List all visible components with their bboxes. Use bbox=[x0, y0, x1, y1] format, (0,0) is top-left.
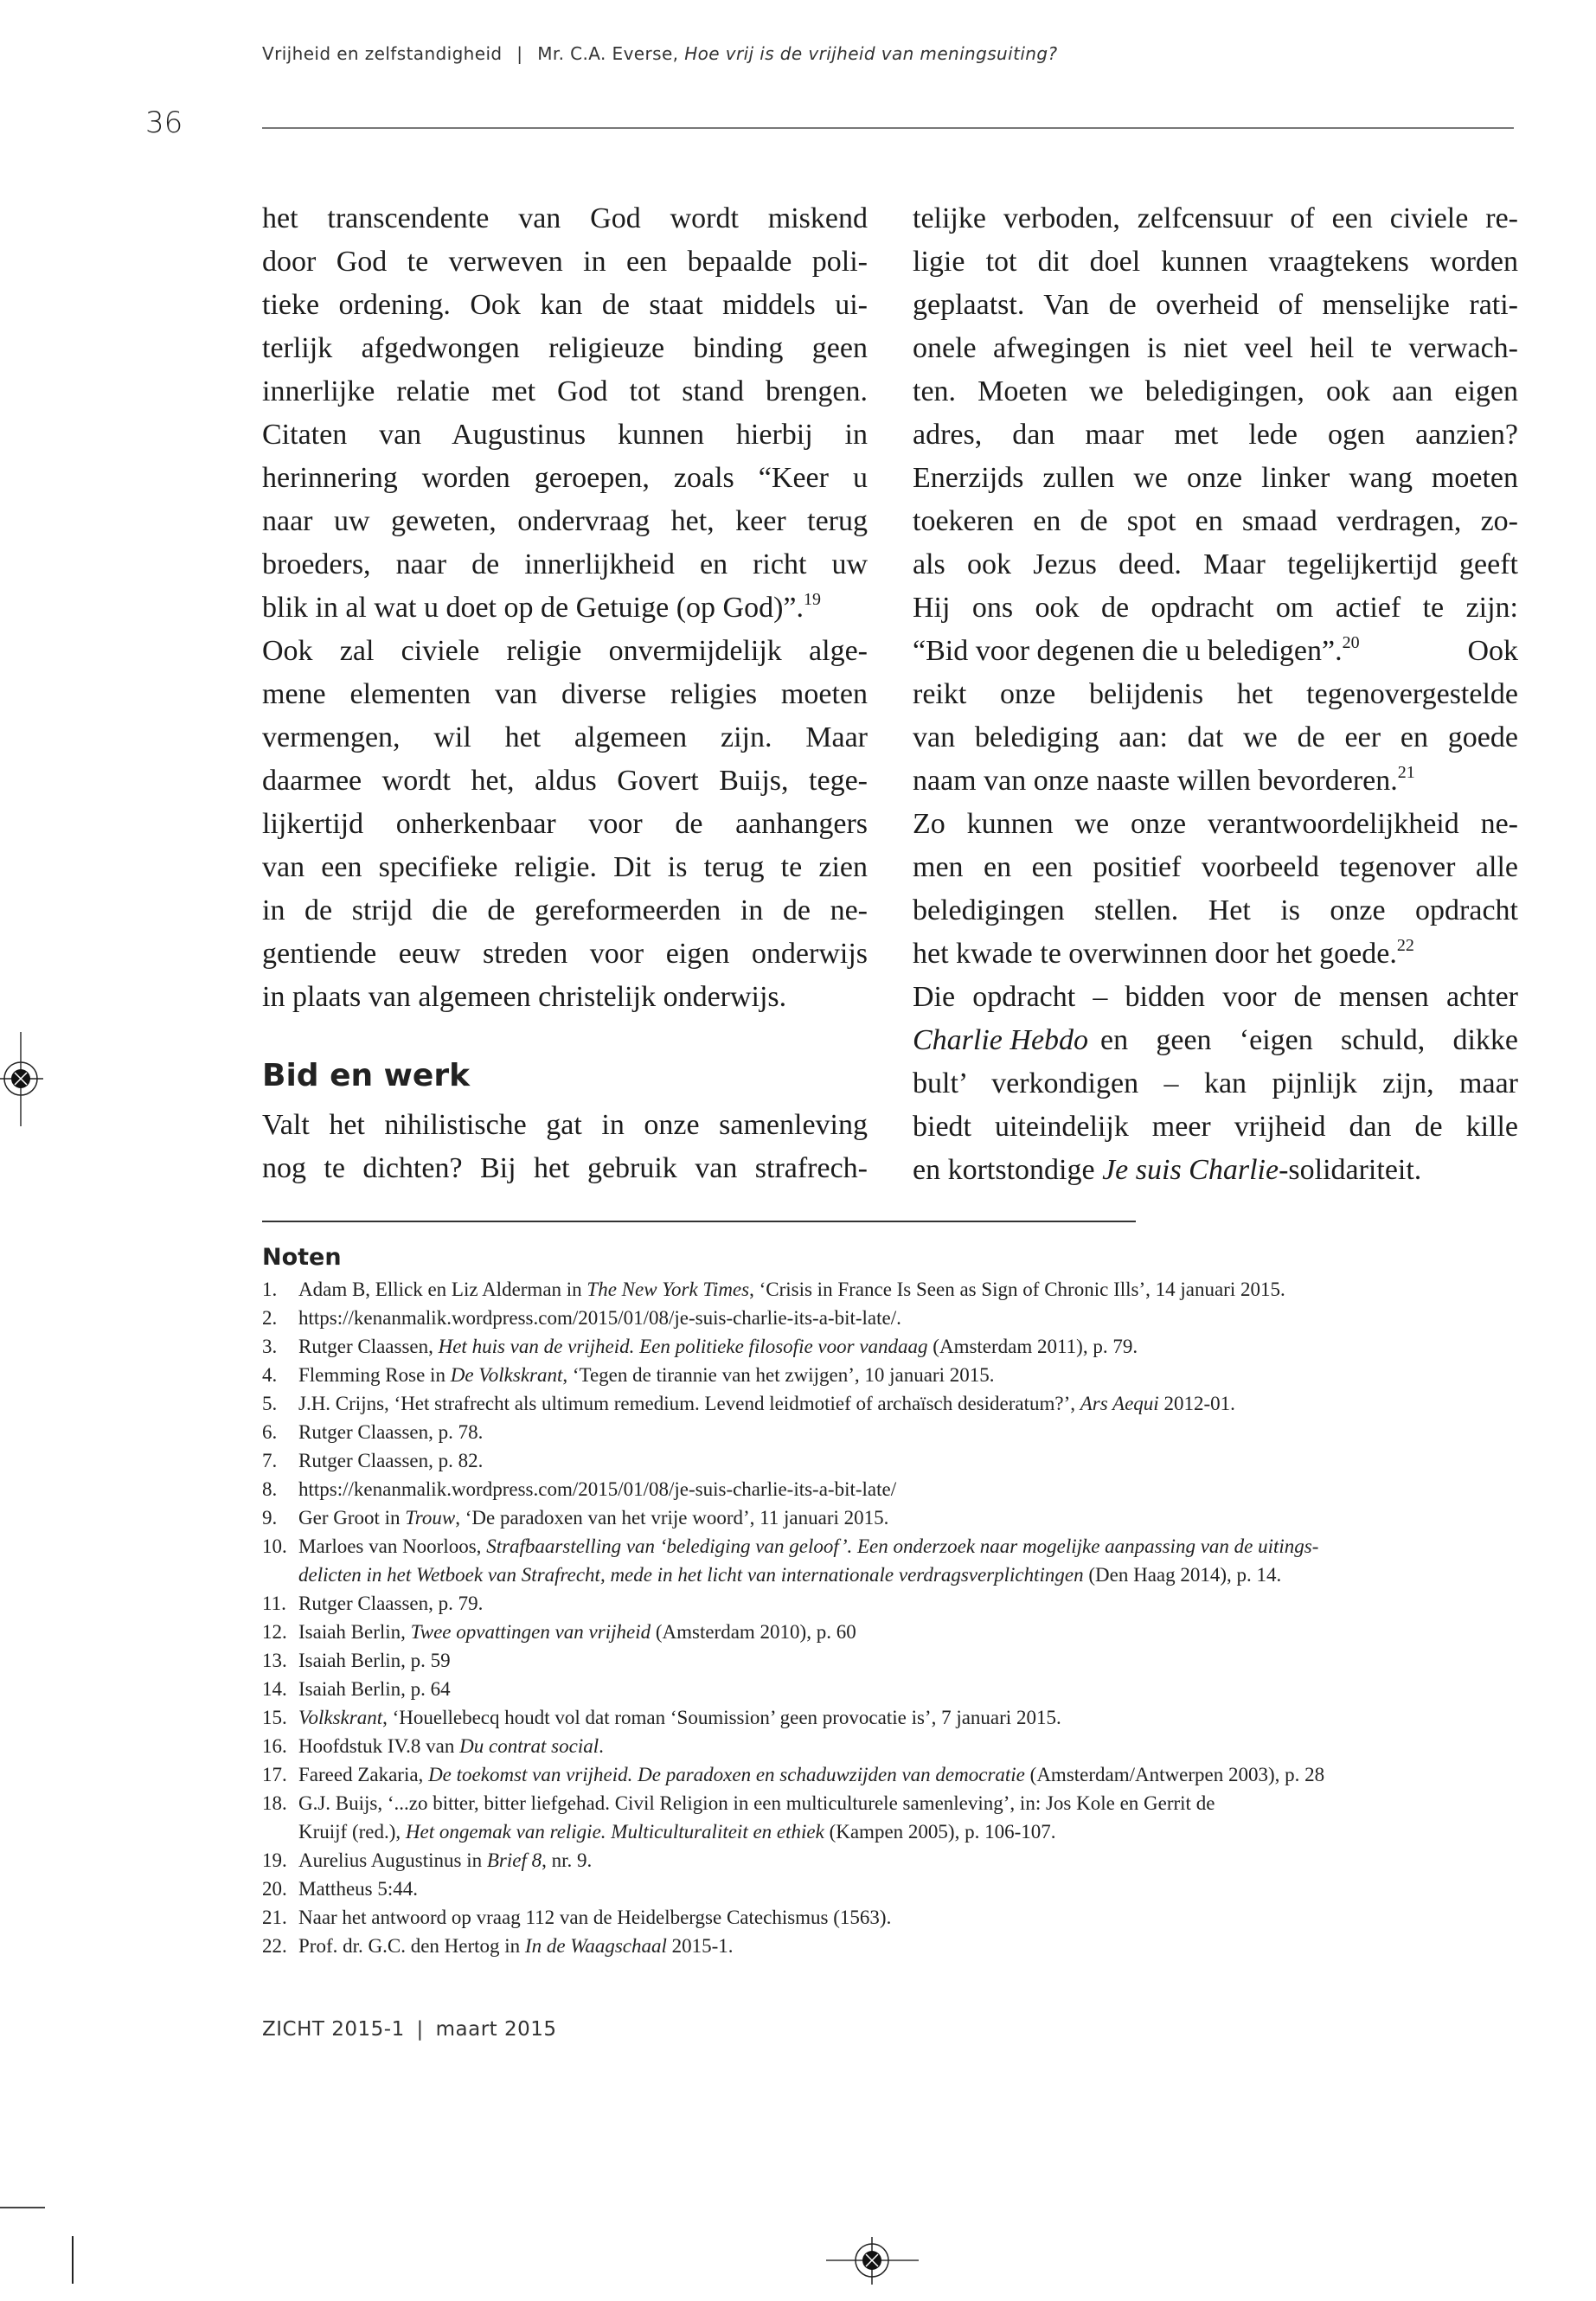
running-head bbox=[262, 43, 1057, 64]
footnote-number: 21. bbox=[262, 1907, 287, 1928]
body-line: Citaten van Augustinus kunnen hierbij in bbox=[262, 419, 868, 451]
footnote-number: 16. bbox=[262, 1735, 287, 1757]
body-line: het transcendente van God wordt miskend bbox=[262, 202, 868, 234]
footnote-text: Aurelius Augustinus in Brief 8, nr. 9. bbox=[298, 1849, 593, 1871]
footnote-text: https://kenanmalik.wordpress.com/2015/01/08/je-suis-charlie-its-a-bit-late/ bbox=[298, 1478, 897, 1500]
footnote-text: Fareed Zakaria, De toekomst van vrijheid. De paradoxen en schaduwzijden van democratie (Amsterdam/Antwerpen 2003), p. 28 bbox=[298, 1764, 1325, 1785]
footnote-continuation bbox=[262, 1561, 1525, 1589]
body-line: bult’ verkondigen – kan pijnlijk zijn, maar bbox=[913, 1067, 1518, 1099]
footnote-text: Kruijf (red.), Het ongemak van religie. Multiculturaliteit en ethiek (Kampen 2005), p. 106-107. bbox=[298, 1821, 1056, 1843]
footnote-item bbox=[262, 1446, 1525, 1475]
body-line: ligie tot dit doel kunnen vraagtekens worden bbox=[913, 246, 1518, 278]
body-line: mene elementen van diverse religies moeten bbox=[262, 678, 868, 710]
footnote-item bbox=[262, 1675, 1525, 1703]
footnote-item bbox=[262, 1304, 1525, 1332]
running-head-separator: | bbox=[516, 43, 523, 64]
body-line: naar uw geweten, ondervraag het, keer terug bbox=[262, 505, 868, 537]
footnote-text: https://kenanmalik.wordpress.com/2015/01/08/je-suis-charlie-its-a-bit-late/. bbox=[298, 1307, 901, 1329]
footnote-number: 5. bbox=[262, 1393, 278, 1414]
footnote-number: 11. bbox=[262, 1593, 286, 1614]
footnote-text: Volkskrant, ‘Houellebecq houdt vol dat roman ‘Soumission’ geen provocatie is’, 7 januari 2015. bbox=[298, 1707, 1061, 1728]
body-line: Valt het nihilistische gat in onze samenleving bbox=[262, 1109, 868, 1141]
running-head-section: Vrijheid en zelfstandigheid bbox=[262, 43, 503, 64]
italic-title: Je suis Charlie bbox=[1102, 1154, 1279, 1186]
footnote-text: Naar het antwoord op vraag 112 van de Heidelbergse Catechismus (1563). bbox=[298, 1907, 892, 1928]
footnote-text: Prof. dr. G.C. den Hertog in In de Waagschaal 2015-1. bbox=[298, 1935, 734, 1957]
footnote-number: 17. bbox=[262, 1764, 287, 1785]
body-line: toekeren en de spot en smaad verdragen, zo- bbox=[913, 505, 1518, 537]
footnote-number: 2. bbox=[262, 1307, 278, 1329]
body-line: van belediging aan: dat we de eer en goede bbox=[913, 721, 1518, 753]
body-line: nog te dichten? Bij het gebruik van strafrech- bbox=[262, 1152, 868, 1184]
footnote-text: delicten in het Wetboek van Strafrecht, mede in het licht van internationale verdragsverplichtingen (Den Haag 2014), p. 14. bbox=[298, 1564, 1282, 1586]
body-line: en kortstondige Je suis Charlie-solidariteit. bbox=[913, 1154, 1422, 1186]
footnote-number: 12. bbox=[262, 1621, 287, 1643]
body-line: in de strijd die de gereformeerden in de ne- bbox=[262, 894, 868, 926]
body-line: in plaats van algemeen christelijk onderwijs. bbox=[262, 981, 787, 1013]
footnote-item bbox=[262, 1732, 1525, 1760]
body-line: Die opdracht – bidden voor de mensen achter bbox=[913, 981, 1518, 1013]
crop-mark bbox=[0, 2207, 45, 2208]
body-line: herinnering worden geroepen, zoals “Keer u bbox=[262, 462, 868, 494]
footnote-ref-19[interactable]: 19 bbox=[804, 590, 822, 609]
body-line: reikt onze belijdenis het tegenovergestelde bbox=[913, 678, 1518, 710]
footnote-item bbox=[262, 1703, 1525, 1732]
registration-mark-icon bbox=[824, 2234, 922, 2288]
body-line: geplaatst. Van de overheid of menselijke rati- bbox=[913, 289, 1518, 321]
body-line: het kwade te overwinnen door het goede.$^{22}$ bbox=[913, 936, 1414, 970]
footnote-text: G.J. Buijs, ‘...zo bitter, bitter liefgehad. Civil Religion in een multiculturele samenleving’, in: Jos Kole en Gerrit de bbox=[298, 1792, 1215, 1814]
footnote-continuation bbox=[262, 1817, 1525, 1846]
footnote-text: J.H. Crijns, ‘Het strafrecht als ultimum remedium. Levend leidmotief of archaïsch desideratum?’, Ars Aequi 2012-01. bbox=[298, 1393, 1235, 1414]
footnote-number: 18. bbox=[262, 1792, 287, 1814]
footnote-number: 14. bbox=[262, 1678, 287, 1700]
footnote-text: Mattheus 5:44. bbox=[298, 1878, 418, 1900]
body-line: daarmee wordt het, aldus Govert Buijs, tege- bbox=[262, 765, 868, 797]
footnote-item bbox=[262, 1846, 1525, 1875]
footnote-number: 3. bbox=[262, 1336, 278, 1357]
body-line: broeders, naar de innerlijkheid en richt uw bbox=[262, 548, 868, 580]
body-line: onele afwegingen is niet veel heil te verwach- bbox=[913, 332, 1518, 364]
page-footer bbox=[262, 2018, 557, 2041]
section-heading: Bid en werk bbox=[262, 1058, 471, 1093]
footnote-item bbox=[262, 1532, 1525, 1561]
footer-separator: | bbox=[416, 2018, 424, 2041]
footnote-item bbox=[262, 1418, 1525, 1446]
registration-mark-icon bbox=[0, 1029, 52, 1129]
footnote-rule bbox=[262, 1221, 1136, 1222]
footnote-number: 15. bbox=[262, 1707, 287, 1728]
footnote-item bbox=[262, 1275, 1525, 1304]
footnote-item bbox=[262, 1932, 1525, 1960]
footnote-number: 20. bbox=[262, 1878, 287, 1900]
footnote-number: 4. bbox=[262, 1364, 278, 1386]
footnote-ref-22[interactable]: 22 bbox=[1396, 936, 1414, 955]
footnote-item bbox=[262, 1589, 1525, 1618]
footnote-number: 8. bbox=[262, 1478, 278, 1500]
footnote-item bbox=[262, 1475, 1525, 1503]
footnote-text: Isaiah Berlin, Twee opvattingen van vrijheid (Amsterdam 2010), p. 60 bbox=[298, 1621, 856, 1643]
body-line: innerlijke relatie met God tot stand brengen. bbox=[262, 375, 868, 407]
footnote-item bbox=[262, 1875, 1525, 1903]
body-line: door God te verweven in een bepaalde poli- bbox=[262, 246, 868, 278]
body-line: tieke ordening. Ook kan de staat middels ui- bbox=[262, 289, 868, 321]
footnote-item bbox=[262, 1361, 1525, 1389]
footnote-text: Marloes van Noorloos, Strafbaarstelling van ‘belediging van geloof’. Een onderzoek naar mogelijke aanpassing van de uitings- bbox=[298, 1535, 1319, 1557]
footnote-item bbox=[262, 1760, 1525, 1789]
body-line: Hij ons ook de opdracht om actief te zijn: bbox=[913, 592, 1518, 624]
footnote-text: Ger Groot in Trouw, ‘De paradoxen van het vrije woord’, 11 januari 2015. bbox=[298, 1507, 889, 1529]
footnote-number: 13. bbox=[262, 1650, 287, 1671]
footnote-text: Isaiah Berlin, p. 64 bbox=[298, 1678, 451, 1700]
body-line: Charlie Hebdo en geen ‘eigen schuld, dikke bbox=[913, 1019, 1518, 1062]
footnote-item bbox=[262, 1903, 1525, 1932]
footer-date: maart 2015 bbox=[435, 2018, 557, 2041]
body-line: Ook zal civiele religie onvermijdelijk alge- bbox=[262, 635, 868, 667]
notes-heading: Noten bbox=[262, 1244, 342, 1271]
footnote-text: Flemming Rose in De Volkskrant, ‘Tegen de tirannie van het zwijgen’, 10 januari 2015. bbox=[298, 1364, 995, 1386]
body-line: telijke verboden, zelfcensuur of een civiele re- bbox=[913, 202, 1518, 234]
crop-mark bbox=[72, 2236, 74, 2284]
body-line: naam van onze naaste willen bevorderen.$^{21}$ bbox=[913, 763, 1415, 797]
footnote-text: Adam B, Ellick en Liz Alderman in The New York Times, ‘Crisis in France Is Seen as Sign of Chronic Ills’, 14 januari 2015. bbox=[298, 1279, 1285, 1300]
body-line: als ook Jezus deed. Maar tegelijkertijd geeft bbox=[913, 548, 1518, 580]
body-line: van een specifieke religie. Dit is terug te zien bbox=[262, 851, 868, 883]
footnote-text: Isaiah Berlin, p. 59 bbox=[298, 1650, 451, 1671]
footnote-ref-20[interactable]: 20 bbox=[1342, 633, 1360, 652]
footnote-text: Rutger Claassen, Het huis van de vrijheid. Een politieke filosofie voor vandaag (Amsterdam 2011), p. 79. bbox=[298, 1336, 1138, 1357]
footnote-number: 19. bbox=[262, 1849, 287, 1871]
footnote-number: 10. bbox=[262, 1535, 287, 1557]
footnote-number: 22. bbox=[262, 1935, 287, 1957]
footnote-text: Rutger Claassen, p. 82. bbox=[298, 1450, 484, 1471]
footnote-item bbox=[262, 1646, 1525, 1675]
footnote-item bbox=[262, 1618, 1525, 1646]
body-line: vermengen, wil het algemeen zijn. Maar bbox=[262, 721, 868, 753]
body-line: beledigingen stellen. Het is onze opdracht bbox=[913, 894, 1518, 926]
footnote-number: 6. bbox=[262, 1421, 278, 1443]
body-line: adres, dan maar met lede ogen aanzien? bbox=[913, 419, 1518, 451]
footnote-number: 7. bbox=[262, 1450, 278, 1471]
page-number: 36 bbox=[145, 106, 183, 140]
footnote-item bbox=[262, 1389, 1525, 1418]
body-line: blik in al wat u doet op de Getuige (op God)”.$^{19}$ bbox=[262, 590, 822, 624]
italic-title: Charlie Hebdo bbox=[913, 1024, 1089, 1056]
footnote-item bbox=[262, 1789, 1525, 1817]
footer-journal: ZICHT 2015-1 bbox=[262, 2018, 405, 2041]
footnote-text: Rutger Claassen, p. 79. bbox=[298, 1593, 484, 1614]
footnote-number: 1. bbox=[262, 1279, 278, 1300]
body-line: biedt uiteindelijk meer vrijheid dan de kille bbox=[913, 1111, 1518, 1143]
footnote-text: Rutger Claassen, p. 78. bbox=[298, 1421, 484, 1443]
footnote-item bbox=[262, 1503, 1525, 1532]
footnote-text: Hoofdstuk IV.8 van Du contrat social. bbox=[298, 1735, 604, 1757]
body-line: terlijk afgedwongen religieuze binding geen bbox=[262, 332, 868, 364]
header-rule bbox=[262, 127, 1514, 129]
running-head-title: Hoe vrij is de vrijheid van meningsuiting? bbox=[684, 43, 1058, 64]
body-line: Enerzijds zullen we onze linker wang moeten bbox=[913, 462, 1518, 494]
body-line: ten. Moeten we beledigingen, ook aan eigen bbox=[913, 375, 1518, 407]
body-line: men en een positief voorbeeld tegenover alle bbox=[913, 851, 1518, 883]
body-line: “Bid voor degenen die u beledigen”.$^{20}$ Ook bbox=[913, 633, 1518, 667]
footnote-number: 9. bbox=[262, 1507, 278, 1529]
footnote-ref-21[interactable]: 21 bbox=[1397, 763, 1415, 782]
body-line: gentiende eeuw streden voor eigen onderwijs bbox=[262, 938, 868, 970]
body-line: lijkertijd onherkenbaar voor de aanhangers bbox=[262, 808, 868, 840]
footnote-item bbox=[262, 1332, 1525, 1361]
running-head-author: Mr. C.A. Everse, bbox=[537, 43, 679, 64]
body-line: Zo kunnen we onze verantwoordelijkheid ne- bbox=[913, 808, 1518, 840]
